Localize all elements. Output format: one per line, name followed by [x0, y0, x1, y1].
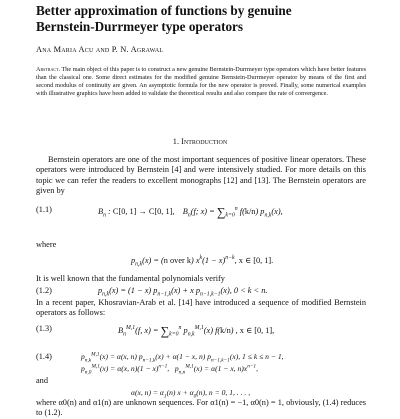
equation-fundamental-polynomials	[36, 255, 366, 267]
paper-title	[36, 3, 292, 35]
equation-body-line-1: $p_{n,k}^{M,1}(x) = \alpha(x$, n) $p_{n-1,k}(x) + \alpha(1 - x$, n) $p_{n-1,k-1}(x)$, 1 ≤ k ≤ n − 1,	[81, 351, 284, 364]
equation-body: $p_{n,k}(x) = (n$ over k) $x^k(1 - x)^{n-k}$, x ∈ [0, 1].	[131, 255, 274, 268]
intro-paragraph-1: Bernstein operators are one of the most important sequences of positive linear operators. These operators were introduced by Bernstein [4] and were intensively studied. For more details on this topic we can refer the readers to excellent monographs [12] and [13]. The Bernstein operators are given by	[36, 155, 366, 196]
abstract-label: Abstract.	[36, 66, 61, 73]
intro-paragraph-2: In a recent paper, Khosravian-Arab et al. [14] have introduced a sequence of modified Bernstein operators as follows:	[36, 298, 366, 318]
equation-1-4	[36, 351, 366, 376]
equation-1-2	[36, 286, 366, 298]
equation-body: α(x, $n) = \alpha_1(n) x + \alpha_0(n)$, n = 0, 1, . . . ,	[131, 388, 251, 400]
abstract-text: The main object of this paper is to construct a new genuine Bernstein-Durrmeyer type operators which have better features than the classical one. Some direct estimates for the modified genuine Bernstein-Durrmeyer operator by means of the first and second modulus of continuity are given. An asymptotic formula for the new operator is proved. Finally, some numerical examples with illustrative graphics have been added to validate the theoretical results and also compare the rate of convergence.	[36, 66, 367, 98]
equation-body: $B_n$ : C[0, 1] → C[0, 1], $B_n(f$; $x) = \sum_{k=0}^n$ f(k/n) $p_{n,k}(x)$,	[98, 205, 283, 219]
equation-number: (1.3)	[36, 324, 52, 333]
closing-paragraph: where α0(n) and α1(n) are unknown sequences. For α1(n) = −1, α0(n) = 1, obviously, (1.4) reduces to (1.2).	[36, 398, 366, 418]
equation-number: (1.2)	[36, 286, 52, 295]
and-label: and	[36, 376, 48, 385]
section-heading: 1. Introduction	[172, 137, 228, 146]
title-line-1: Better approximation of functions by genuine	[36, 3, 292, 18]
equation-number: (1.1)	[36, 205, 52, 214]
abstract	[36, 66, 366, 98]
equation-1-3	[36, 324, 366, 336]
equation-body: $B_n^{M,1}(f$, $x) = \sum_{k=0}^n$ $p_{n,k}^{M,1}(x)$ f(k/n) , x ∈ [0, 1],	[118, 324, 275, 338]
where-label: where	[36, 240, 57, 249]
fundamental-polynomials-text: It is well known that the fundamental polynomials verify	[36, 274, 225, 283]
equation-body: $p_{n,k}(x) = (1 - x) p_{n-1,k}(x) + x$ $p_{n-1,k-1}(x)$, 0 < k < n.	[98, 286, 268, 298]
equation-number: (1.4)	[36, 352, 52, 361]
title-line-2: Bernstein-Durrmeyer type operators	[36, 19, 244, 34]
equation-1-1	[36, 205, 366, 217]
equation-body-line-2: $p_{n,0}^{M,1}(x) = \alpha(x$, $n)(1 - x)^{n-1}$, $p_{n,n}^{M,1}(x) = \alpha(1 - x$, $n)x^{n-1}$,	[81, 363, 258, 376]
authors: Ana Maria Acu and P. N. Agrawal	[36, 45, 164, 54]
